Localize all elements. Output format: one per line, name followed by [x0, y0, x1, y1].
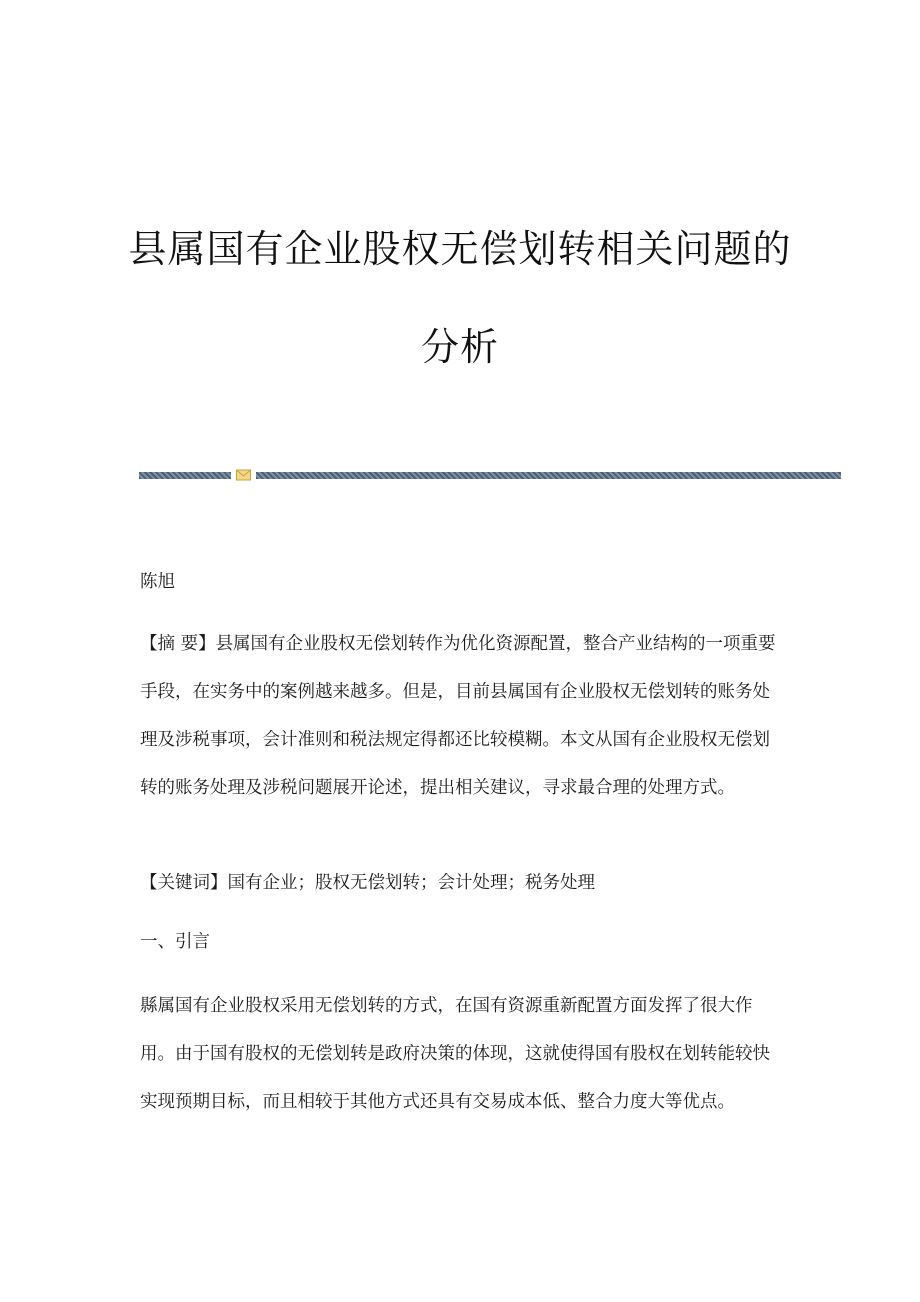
abstract-paragraph: [140, 620, 780, 812]
keywords-paragraph: [140, 869, 780, 898]
keywords-text: 国有企业；股权无偿划转；会计处理；税务处理: [227, 873, 595, 893]
envelope-ornament-icon: [236, 469, 251, 481]
document-title-line-1: 县属国有企业股权无偿划转相关问题的: [128, 227, 792, 271]
document-title-line-2: 分析: [420, 325, 499, 369]
keywords-label: 【关键词】: [140, 873, 228, 893]
divider-bar-left: [139, 472, 231, 479]
section-heading-introduction: 一、引言: [140, 932, 210, 952]
divider-bar-right: [256, 472, 841, 479]
abstract-label: 【摘 要】: [140, 634, 216, 654]
author-name: 陈旭: [140, 572, 175, 592]
introduction-paragraph: 縣属国有企业股权采用无偿划转的方式，在国有资源重新配置方面发挥了很大作用。由于国有股权的无偿划转是政府决策的体现，这就使得国有股权在划转能较快实现预期目标，而且相较于其他方式还具有交易成本低、整合力度大等优点。: [140, 996, 770, 1112]
abstract-text: 县属国有企业股权无偿划转作为优化资源配置，整合产业结构的一项重要手段，在实务中的案例越来越多。但是，目前县属国有企业股权无偿划转的账务处理及涉税事项，会计准则和税法规定得都还比较模糊。本文从国有企业股权无偿划转的账务处理及涉税问题展开论述，提出相关建议，寻求最合理的处理方式。: [140, 634, 776, 798]
title-divider: [139, 469, 841, 481]
